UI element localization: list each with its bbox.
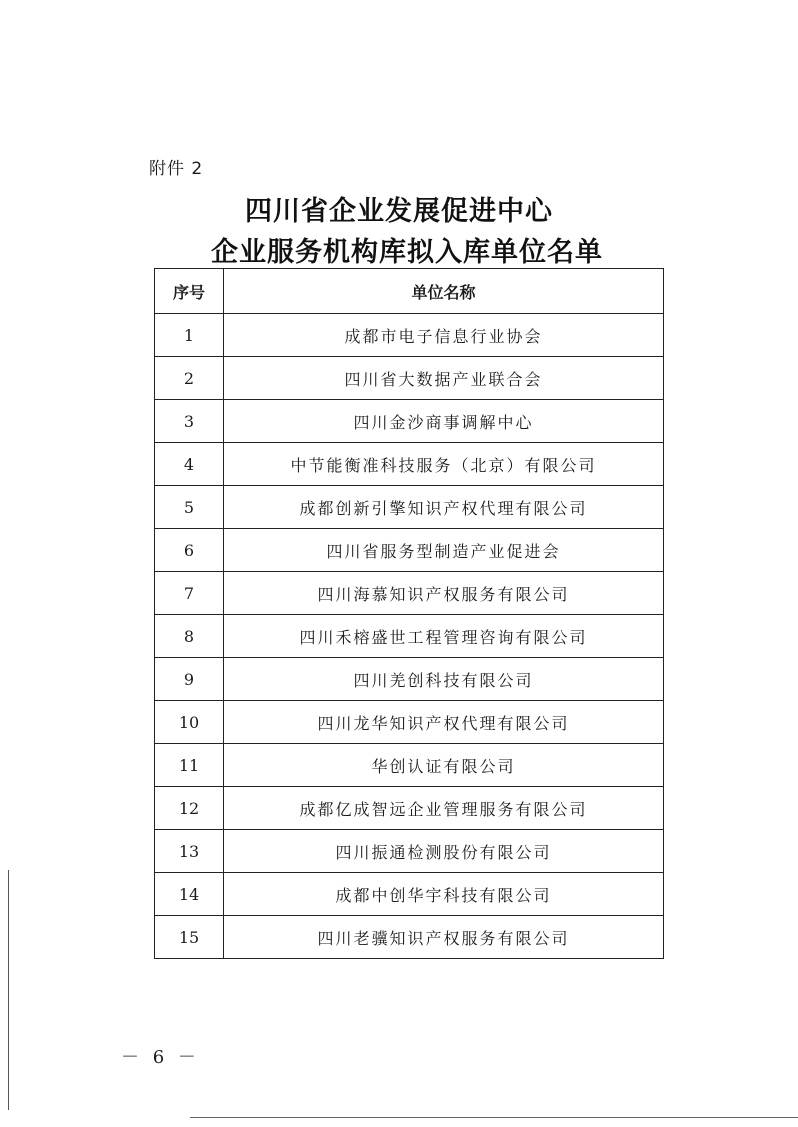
row-unit-name: 成都亿成智远企业管理服务有限公司 xyxy=(224,787,664,830)
table-row xyxy=(155,615,664,658)
row-unit-name: 四川老骥知识产权服务有限公司 xyxy=(224,916,664,959)
row-index: 9 xyxy=(155,658,224,701)
scan-edge-line xyxy=(8,870,9,1110)
document-title-line-1: 四川省企业发展促进中心 xyxy=(245,196,553,227)
table-row xyxy=(155,873,664,916)
row-unit-name: 四川金沙商事调解中心 xyxy=(224,400,664,443)
row-index: 3 xyxy=(155,400,224,443)
table-header-row xyxy=(155,269,664,314)
row-unit-name: 四川振通检测股份有限公司 xyxy=(224,830,664,873)
row-index: 6 xyxy=(155,529,224,572)
table-row xyxy=(155,314,664,357)
row-index: 15 xyxy=(155,916,224,959)
table-row xyxy=(155,658,664,701)
row-unit-name: 四川羌创科技有限公司 xyxy=(224,658,664,701)
header-name: 单位名称 xyxy=(224,269,664,314)
header-index: 序号 xyxy=(155,269,224,314)
table-row xyxy=(155,400,664,443)
row-index: 2 xyxy=(155,357,224,400)
row-unit-name: 成都中创华宇科技有限公司 xyxy=(224,873,664,916)
row-index: 12 xyxy=(155,787,224,830)
table-row xyxy=(155,701,664,744)
row-unit-name: 成都创新引擎知识产权代理有限公司 xyxy=(224,486,664,529)
row-unit-name: 四川禾榕盛世工程管理咨询有限公司 xyxy=(224,615,664,658)
row-index: 14 xyxy=(155,873,224,916)
row-index: 11 xyxy=(155,744,224,787)
row-unit-name: 中节能衡准科技服务（北京）有限公司 xyxy=(224,443,664,486)
row-index: 5 xyxy=(155,486,224,529)
row-unit-name: 四川省服务型制造产业促进会 xyxy=(224,529,664,572)
table-row xyxy=(155,787,664,830)
table-row xyxy=(155,830,664,873)
table-row xyxy=(155,443,664,486)
attachment-label: 附件 2 xyxy=(149,159,204,179)
table-row xyxy=(155,572,664,615)
row-index: 1 xyxy=(155,314,224,357)
table-row xyxy=(155,744,664,787)
row-unit-name: 成都市电子信息行业协会 xyxy=(224,314,664,357)
row-index: 10 xyxy=(155,701,224,744)
scan-bottom-line xyxy=(190,1117,798,1118)
table-row xyxy=(155,916,664,959)
table-row xyxy=(155,357,664,400)
row-unit-name: 华创认证有限公司 xyxy=(224,744,664,787)
row-index: 13 xyxy=(155,830,224,873)
row-unit-name: 四川省大数据产业联合会 xyxy=(224,357,664,400)
page-number: － 6 － xyxy=(121,1047,200,1068)
table-row xyxy=(155,529,664,572)
row-unit-name: 四川海慕知识产权服务有限公司 xyxy=(224,572,664,615)
row-index: 4 xyxy=(155,443,224,486)
row-unit-name: 四川龙华知识产权代理有限公司 xyxy=(224,701,664,744)
row-index: 8 xyxy=(155,615,224,658)
unit-list-table xyxy=(154,268,664,959)
table-row xyxy=(155,486,664,529)
row-index: 7 xyxy=(155,572,224,615)
document-title-line-2: 企业服务机构库拟入库单位名单 xyxy=(211,237,603,268)
